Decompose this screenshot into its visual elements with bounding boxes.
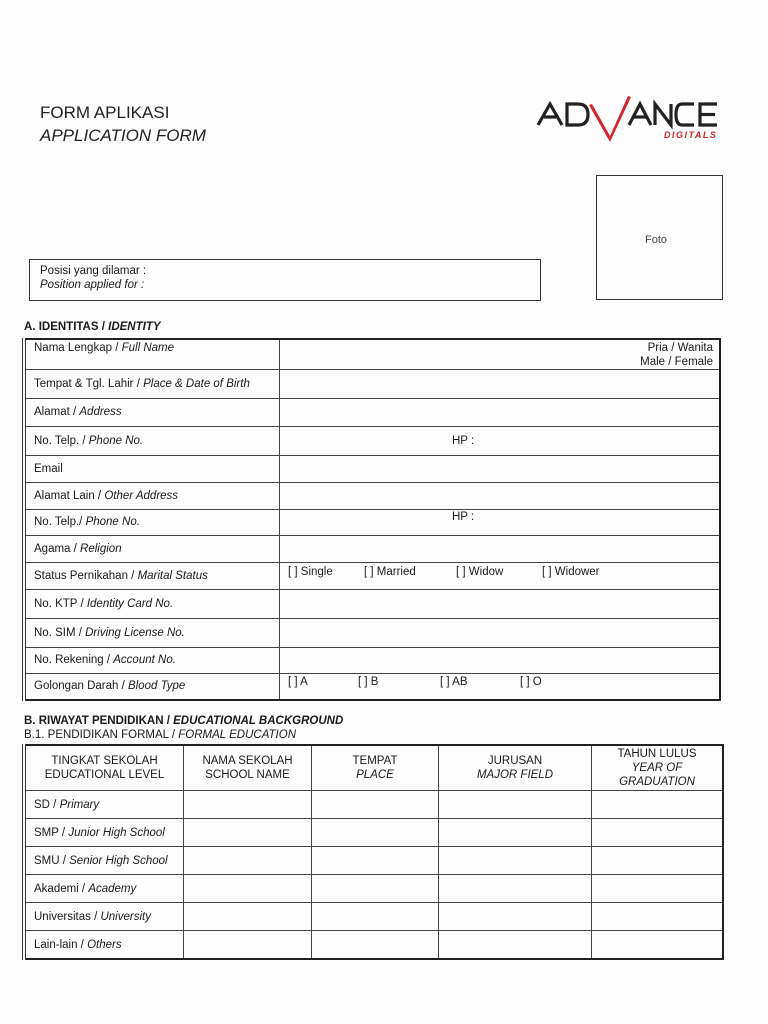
address-label: Alamat / Address [24,398,280,426]
table-row [24,509,720,535]
cell-input[interactable] [184,791,312,819]
blood-type-field [280,673,721,700]
ktp-label: No. KTP / Identity Card No. [24,589,280,618]
table-row [24,875,723,903]
cell-input[interactable] [184,875,312,903]
col-header-major: JURUSAN MAJOR FIELD [439,745,592,791]
section-b1-subtitle: B.1. PENDIDIKAN FORMAL / FORMAL EDUCATION [24,729,296,741]
col-header-level: TINGKAT SEKOLAH EDUCATIONAL LEVEL [24,745,184,791]
account-label: No. Rekening / Account No. [24,647,280,673]
table-row [24,426,720,455]
phone-field[interactable] [280,426,721,455]
hp-label: HP : [452,510,475,523]
cell-input[interactable] [592,931,724,960]
cell-input[interactable] [592,847,724,875]
table-row [24,647,720,673]
religion-field[interactable] [280,535,721,562]
cell-input[interactable] [312,931,439,960]
cell-input[interactable] [184,847,312,875]
other-address-label: Alamat Lain / Other Address [24,482,280,509]
cell-input[interactable] [312,847,439,875]
full-name-field[interactable] [280,339,721,369]
table-row [24,847,723,875]
education-table [22,744,724,960]
cell-input[interactable] [592,903,724,931]
cell-input[interactable] [312,903,439,931]
marital-married-checkbox[interactable]: [ ] Married [364,565,416,578]
section-b-title: B. RIWAYAT PENDIDIKAN / EDUCATIONAL BACKGROUND [24,715,344,727]
level-academy: Akademi / Academy [24,875,184,903]
table-row [24,791,723,819]
gender-option-en[interactable]: Male / Female [640,356,713,368]
col-header-school: NAMA SEKOLAH SCHOOL NAME [184,745,312,791]
logo-subtext: DIGITALS [664,130,718,140]
cell-input[interactable] [312,875,439,903]
email-field[interactable] [280,455,721,482]
table-row [24,562,720,589]
cell-input[interactable] [439,847,592,875]
level-others: Lain-lain / Others [24,931,184,960]
table-row [24,618,720,647]
cell-input[interactable] [439,903,592,931]
level-university: Universitas / University [24,903,184,931]
cell-input[interactable] [592,791,724,819]
marital-widower-checkbox[interactable]: [ ] Widower [542,565,600,578]
advance-logo [536,92,726,144]
blood-ab-checkbox[interactable]: [ ] AB [440,675,468,688]
email-label: Email [24,455,280,482]
cell-input[interactable] [184,903,312,931]
photo-box[interactable] [596,175,723,300]
table-row [24,903,723,931]
table-row [24,455,720,482]
table-header-row [24,745,723,791]
blood-b-checkbox[interactable]: [ ] B [358,675,379,688]
table-row [24,398,720,426]
cell-input[interactable] [184,931,312,960]
gender-option-id[interactable]: Pria / Wanita [647,342,713,354]
form-title-en: APPLICATION FORM [40,126,206,145]
religion-label: Agama / Religion [24,535,280,562]
table-row [24,369,720,398]
table-row [24,535,720,562]
birth-label: Tempat & Tgl. Lahir / Place & Date of Birth [24,369,280,398]
other-phone-field[interactable] [280,509,721,535]
blood-a-checkbox[interactable]: [ ] A [288,675,308,688]
level-primary: SD / Primary [24,791,184,819]
sim-field[interactable] [280,618,721,647]
cell-input[interactable] [439,875,592,903]
form-title-id: FORM APLIKASI [40,103,170,122]
marital-widow-checkbox[interactable]: [ ] Widow [456,565,504,578]
cell-input[interactable] [439,791,592,819]
marital-status-field [280,562,721,589]
full-name-label: Nama Lengkap / Full Name [24,339,280,369]
ktp-field[interactable] [280,589,721,618]
other-phone-label: No. Telp./ Phone No. [24,509,280,535]
blood-o-checkbox[interactable]: [ ] O [520,675,542,688]
cell-input[interactable] [439,931,592,960]
position-applied-field[interactable] [29,259,541,301]
marital-single-checkbox[interactable]: [ ] Single [288,565,333,578]
table-row [24,931,723,960]
phone-label: No. Telp. / Phone No. [24,426,280,455]
cell-input[interactable] [592,819,724,847]
birth-field[interactable] [280,369,721,398]
hp-label: HP : [452,434,475,447]
level-junior-high: SMP / Junior High School [24,819,184,847]
identity-table [22,338,721,701]
cell-input[interactable] [439,819,592,847]
other-address-field[interactable] [280,482,721,509]
table-row [24,673,720,700]
marital-status-label: Status Pernikahan / Marital Status [24,562,280,589]
col-header-year: TAHUN LULUS YEAR OF GRADUATION [592,745,724,791]
table-row [24,589,720,618]
address-field[interactable] [280,398,721,426]
position-label-id: Posisi yang dilamar : [40,265,147,277]
cell-input[interactable] [184,819,312,847]
cell-input[interactable] [312,819,439,847]
cell-input[interactable] [312,791,439,819]
table-row [24,339,720,369]
position-label-en: Position applied for : [40,279,145,291]
blood-type-label: Golongan Darah / Blood Type [24,673,280,700]
table-row [24,819,723,847]
level-senior-high: SMU / Senior High School [24,847,184,875]
section-a-title: A. IDENTITAS / IDENTITY [24,321,161,333]
col-header-place: TEMPAT PLACE [312,745,439,791]
account-field[interactable] [280,647,721,673]
photo-label: Foto [645,234,668,246]
table-row [24,482,720,509]
sim-label: No. SIM / Driving License No. [24,618,280,647]
cell-input[interactable] [592,875,724,903]
